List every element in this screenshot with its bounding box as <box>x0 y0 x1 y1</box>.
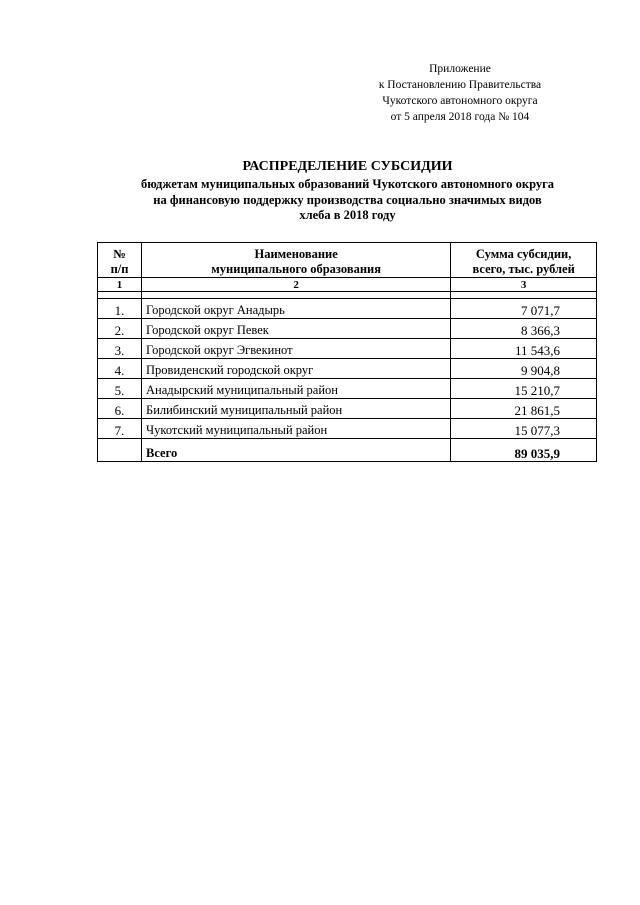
row-amount: 21 861,5 <box>451 399 597 419</box>
total-row <box>98 439 597 462</box>
row-amount: 7 071,7 <box>451 299 597 319</box>
table-row <box>98 419 597 439</box>
total-amount: 89 035,9 <box>451 439 597 462</box>
header-sum-line2: всего, тыс. рублей <box>472 262 575 276</box>
document-heading <box>80 158 615 224</box>
row-number: 4. <box>98 359 142 379</box>
column-index-cell: 1 <box>98 278 142 292</box>
annex-reference: к Постановлению Правительства <box>378 79 542 91</box>
table-row <box>98 359 597 379</box>
row-number: 5. <box>98 379 142 399</box>
table-row <box>98 299 597 319</box>
annex-block <box>360 61 560 125</box>
total-label: Всего <box>142 439 451 462</box>
table-row <box>98 319 597 339</box>
row-name: Билибинский муниципальный район <box>142 399 451 419</box>
header-number-line2: п/п <box>110 262 129 276</box>
subsidy-table <box>97 242 597 462</box>
row-number: 1. <box>98 299 142 319</box>
row-name: Городской округ Эгвекинот <box>142 339 451 359</box>
annex-date-number: от 5 апреля 2018 года № 104 <box>390 111 530 123</box>
row-name: Городской округ Анадырь <box>142 299 451 319</box>
annex-title: Приложение <box>429 63 491 75</box>
row-amount: 15 210,7 <box>451 379 597 399</box>
header-name-line1: Наименование <box>254 247 338 261</box>
row-amount: 11 543,6 <box>451 339 597 359</box>
column-index-row <box>98 278 597 292</box>
document-subtitle-line3: хлеба в 2018 году <box>299 208 396 222</box>
document-subtitle-line1: бюджетам муниципальных образований Чукотского автономного округа <box>140 177 555 191</box>
column-index-cell: 3 <box>451 278 597 292</box>
column-index-cell: 2 <box>142 278 451 292</box>
row-name: Провиденский городской округ <box>142 359 451 379</box>
row-number: 6. <box>98 399 142 419</box>
table-header-row <box>98 243 597 278</box>
header-sum <box>451 243 597 278</box>
header-name <box>142 243 451 278</box>
row-name: Чукотский муниципальный район <box>142 419 451 439</box>
row-name: Анадырский муниципальный район <box>142 379 451 399</box>
annex-government: Чукотского автономного округа <box>382 95 538 107</box>
row-amount: 9 904,8 <box>451 359 597 379</box>
row-amount: 15 077,3 <box>451 419 597 439</box>
row-number: 3. <box>98 339 142 359</box>
header-number <box>98 243 142 278</box>
table-row <box>98 339 597 359</box>
spacer-row <box>98 292 597 299</box>
header-sum-line1: Сумма субсидии, <box>475 247 572 261</box>
document-subtitle-line2: на финансовую поддержку производства социально значимых видов <box>153 192 542 207</box>
row-number: 2. <box>98 319 142 339</box>
row-amount: 8 366,3 <box>451 319 597 339</box>
header-number-line1: № <box>113 247 126 261</box>
document-title: РАСПРЕДЕЛЕНИЕ СУБСИДИИ <box>242 159 453 174</box>
header-name-line2: муниципального образования <box>211 262 381 276</box>
total-number-cell <box>98 439 142 462</box>
row-number: 7. <box>98 419 142 439</box>
row-name: Городской округ Певек <box>142 319 451 339</box>
table-row <box>98 399 597 419</box>
table-row <box>98 379 597 399</box>
